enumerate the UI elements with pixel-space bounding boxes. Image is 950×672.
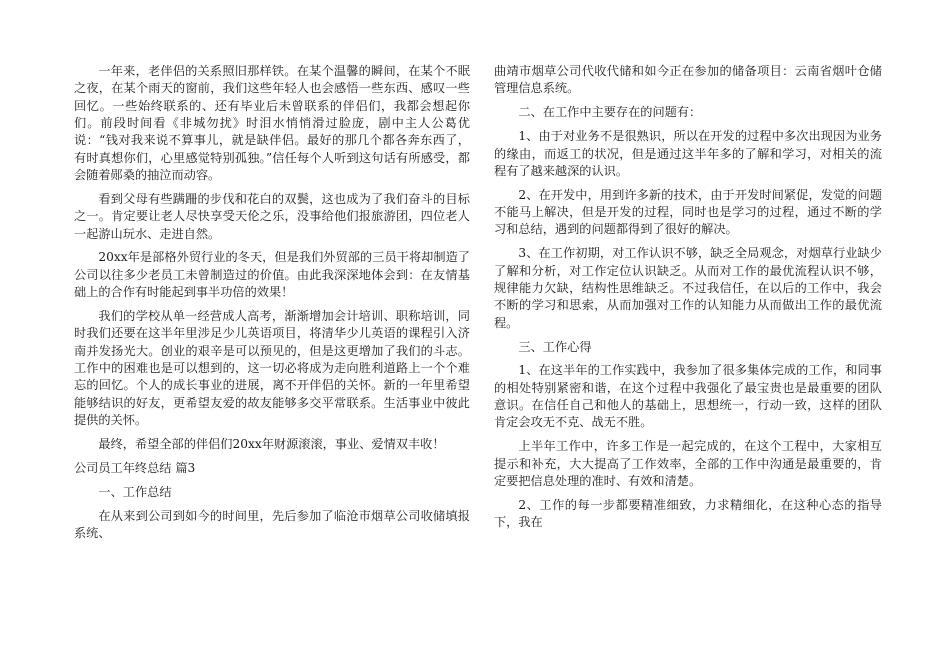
section-heading-insights: 三、工作心得: [518, 339, 592, 354]
paragraph-insight-1: 1、在这半年的工作实践中，我参加了很多集体完成的工作，和同事的相处特别紧密和谐，在这个过程中我强化了最宝贵也是最重要的团队意识。在信任自己和他人的基础上，思想统一，行动一致，这样的团队肯定会攻无不克、战无不胜。: [494, 363, 882, 430]
paragraph-problem-3: 3、在工作初期，对工作认识不够，缺乏全局观念，对烟草行业缺少了解和分析，对工作定位认识缺乏。从而对工作的最优流程认识不够，规律能力欠缺，结构性思维缺乏。不过我信任，在以后的工作中，我会不断的学习和思索，从而加强对工作的认知能力从而做出工作的最优流程。: [494, 246, 882, 330]
paragraph-parents: 看到父母有些蹒跚的步伐和花白的双鬓，这也成为了我们奋斗的目标之一。肯定要让老人尽快享受天伦之乐，没事给他们报旅游团，四位老人一起游山玩水、走进自然。: [74, 191, 470, 241]
paragraph-problem-1: 1、由于对业务不是很熟识，所以在开发的过程中多次出现因为业务的缘由，而返工的状况，但是通过这半年多的了解和学习，对相关的流程有了越来越深的认识。: [494, 129, 882, 178]
section-heading-summary: 一、工作总结: [98, 484, 172, 499]
paragraph-school: 我们的学校从单一经营成人高考，渐渐增加会计培训、职称培训，同时我们还要在这半年里涉足少儿英语项目，将清华少儿英语的课程引入济南并发扬光大。创业的艰辛是可以预见的，但是这更增加了我们的斗志。工作中的困难也是可以想到的，这一切必将成为走向胜利道路上一个个难忘的回忆。个人的成长事业的进展，离不开伴侣的关怀。新的一年里希望能够结识的好友，更希望友爱的故友能够多交平常联系。生活事业中彼此提供的关怀。: [74, 309, 470, 428]
article-title: 公司员工年终总结 篇3: [74, 460, 196, 475]
right-column: [494, 63, 882, 538]
paragraph-teamwork: 上半年工作中，许多工作是一起完成的，在这个工程中，大家相互提示和补充，大大提高了工作效率，全部的工作中沟通是最重要的，肯定要把信息处理的准时、有效和清楚。: [494, 439, 882, 489]
paragraph-foreign-trade: 20xx年是部格外贸行业的冬天，但是我们外贸部的三员干将却制造了公司以往多少老员工未曾制造过的价值。由此我深深地体会到：在友情基础上的合作有时能起到事半功倍的效果！: [74, 250, 470, 300]
paragraph-problem-2: 2、在开发中，用到许多新的技术，由于开发时间紧促，发觉的问题不能马上解决，但是开发的过程，同时也是学习的过程，通过不断的学习和总结，遇到的问题都得到了很好的解决。: [494, 187, 882, 237]
paragraph-summary-continued: 曲靖市烟草公司代收代储和如今正在参加的储备项目：云南省烟叶仓储管理信息系统。: [494, 64, 882, 96]
section-heading-problems: 二、在工作中主要存在的问题有：: [518, 105, 702, 120]
paragraph-insight-2: 2、工作的每一步都要精准细致，力求精细化，在这种心态的指导下，我在: [494, 497, 882, 530]
paragraph-friends: 一年来，老伴侣的关系照旧那样铁。在某个温馨的瞬间，在某个不眠之夜，在某个雨天的窗前，我们这些年轻人也会感悟一些东西、感叹一些回忆。一些始终联系的、还有毕业后未曾联系的伴侣们，我都会想起你们。前段时间看《非城勿扰》时泪水悄悄滑过脸庞，剧中主人公葛优说：“钱对我来说不算事儿，就是缺伴侣。最好的那几个都各奔东西了，有时真想你们，心里感觉特别孤独。”信任每个人听到这句话有所感受，都会随着郧桑的抽泣而动容。: [74, 64, 470, 182]
paragraph-summary-start: 在从来到公司到如今的时间里，先后参加了临沧市烟草公司收储填报系统、: [74, 508, 470, 541]
left-column: [74, 63, 470, 549]
paragraph-wishes: 最终，希望全部的伴侣们20xx年财源滚滚，事业、爱情双丰收！: [98, 436, 445, 451]
